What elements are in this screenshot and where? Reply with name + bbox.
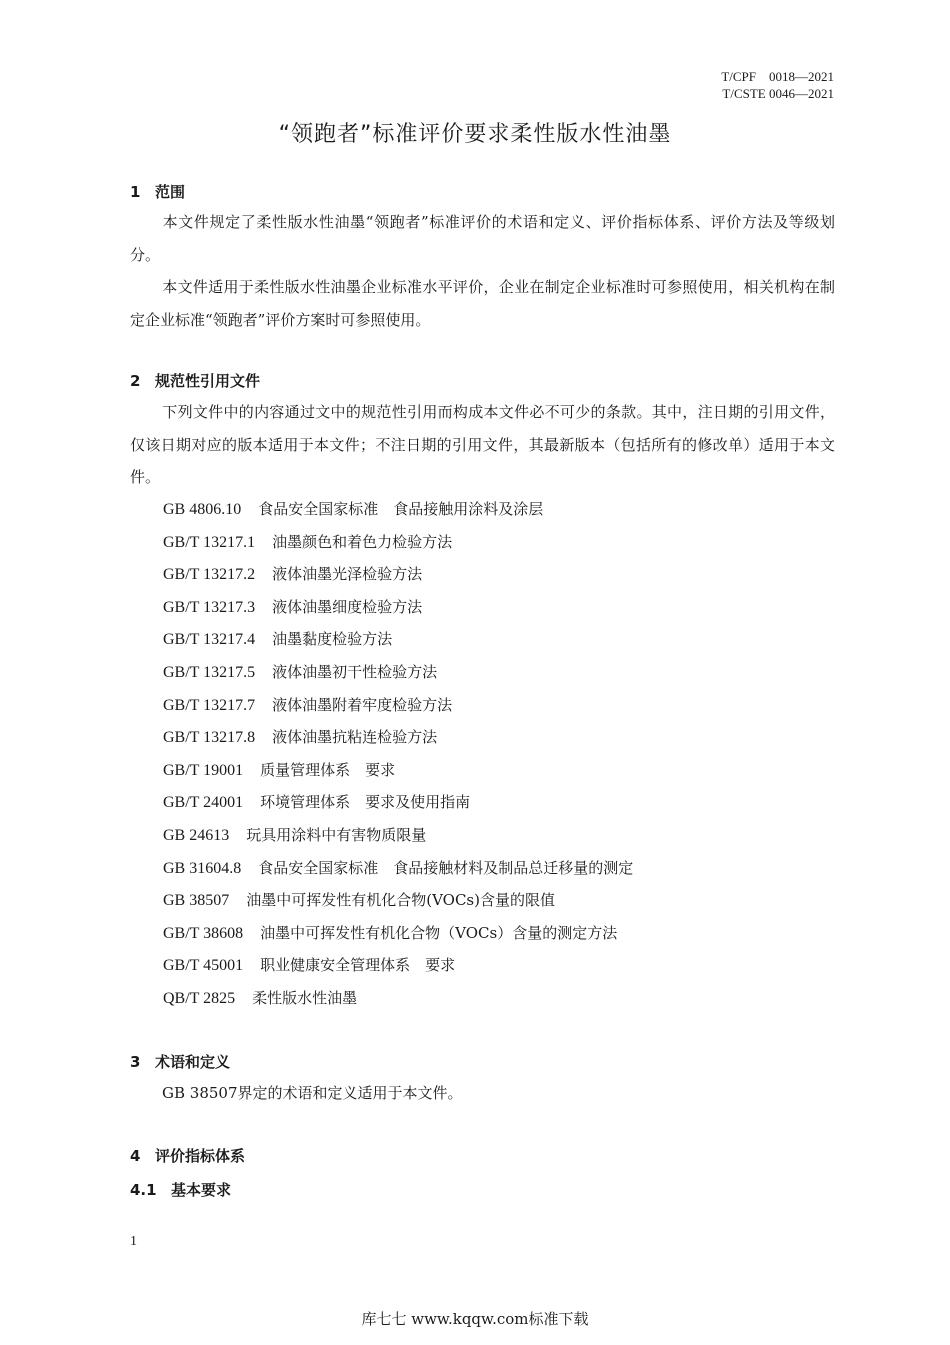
reference-title: 职业健康安全管理体系 要求 [260, 956, 456, 975]
reference-title: 油墨中可挥发性有机化合物（VOCs）含量的测定方法 [260, 923, 618, 942]
reference-title: 液体油墨抗粘连检验方法 [272, 728, 438, 747]
terms-paragraph-text: GB 38507界定的术语和定义适用于本文件。 [162, 1084, 463, 1102]
section-number: 2 [130, 372, 141, 390]
reference-code: GB/T 13217.7 [163, 696, 256, 714]
reference-item [163, 721, 633, 754]
reference-code: GB 24613 [163, 826, 230, 844]
section-number: 4 [130, 1147, 141, 1165]
reference-code: GB/T 13217.4 [163, 631, 256, 649]
reference-item [163, 754, 633, 787]
reference-title: 液体油墨初干性检验方法 [272, 662, 438, 681]
section-title: 评价指标体系 [155, 1147, 246, 1165]
footer-watermark-text: 库七七 www.kqqw.com标准下载 [361, 1310, 589, 1328]
reference-code: GB/T 13217.3 [163, 598, 256, 616]
section-title: 规范性引用文件 [155, 372, 261, 390]
page-number: 1 [130, 1234, 137, 1249]
reference-item [163, 591, 633, 624]
reference-title: 食品安全国家标准 食品接触用涂料及涂层 [258, 500, 544, 518]
scope-paragraph-1-text: 本文件规定了柔性版水性油墨“领跑者”标准评价的术语和定义、评价指标体系、评价方法及等级划分。 [130, 213, 835, 264]
reference-item [163, 949, 633, 982]
reference-code: QB/T 2825 [163, 989, 236, 1007]
reference-title: 液体油墨光泽检验方法 [272, 565, 423, 584]
reference-title: 质量管理体系 要求 [260, 760, 396, 779]
reference-code: GB/T 13217.1 [163, 533, 256, 551]
reference-item [163, 689, 633, 722]
reference-item [163, 982, 633, 1015]
terms-paragraph [130, 1077, 835, 1110]
standard-number-line-2: T/CSTE 0046—2021 [722, 86, 834, 101]
reference-item [163, 819, 633, 852]
document-title: “领跑者”标准评价要求柔性版水性油墨 [278, 122, 672, 147]
reference-code: GB/T 38608 [163, 924, 244, 942]
references-intro-text: 下列文件中的内容通过文中的规范性引用而构成本文件必不可少的条款。其中，注日期的引用文件，仅该日期对应的版本适用于本文件；不注日期的引用文件，其最新版本（包括所有的修改单）适用于本文件。 [130, 403, 835, 487]
normative-references-list [163, 493, 633, 1015]
reference-title: 环境管理体系 要求及使用指南 [260, 793, 471, 812]
reference-item [163, 917, 633, 950]
reference-code: GB/T 13217.5 [163, 663, 256, 681]
section-2-heading [130, 370, 260, 391]
standard-number [721, 68, 834, 102]
reference-item [163, 656, 633, 689]
section-number: 4.1 [130, 1181, 157, 1199]
reference-code: GB/T 19001 [163, 761, 244, 779]
reference-code: GB/T 45001 [163, 957, 244, 975]
references-intro-paragraph [130, 396, 835, 494]
section-title: 范围 [155, 183, 186, 201]
section-4-heading [130, 1145, 245, 1166]
reference-code: GB 38507 [163, 892, 230, 910]
reference-title: 液体油墨细度检验方法 [272, 597, 423, 616]
reference-code: GB 31604.8 [163, 859, 242, 877]
reference-title: 油墨颜色和着色力检验方法 [272, 532, 453, 551]
reference-item [163, 884, 633, 917]
section-number: 1 [130, 183, 141, 201]
reference-code: GB/T 24001 [163, 794, 244, 812]
section-1-heading [130, 181, 185, 202]
standard-number-line-1: T/CPF 0018—2021 [721, 69, 834, 84]
reference-item [163, 623, 633, 656]
section-number: 3 [130, 1053, 141, 1071]
reference-code: GB 4806.10 [163, 501, 242, 518]
reference-item [163, 526, 633, 559]
reference-item [163, 493, 633, 526]
reference-code: GB/T 13217.2 [163, 566, 256, 584]
section-3-heading [130, 1051, 230, 1072]
section-title: 术语和定义 [155, 1053, 231, 1071]
reference-title: 柔性版水性油墨 [252, 988, 358, 1007]
reference-title: 液体油墨附着牢度检验方法 [272, 695, 453, 714]
scope-paragraph-1 [130, 206, 835, 271]
scope-paragraph-2-text: 本文件适用于柔性版水性油墨企业标准水平评价，企业在制定企业标准时可参照使用，相关机构在制定企业标准“领跑者”评价方案时可参照使用。 [130, 278, 835, 329]
section-title: 基本要求 [171, 1181, 232, 1199]
reference-item [163, 558, 633, 591]
reference-title: 油墨中可挥发性有机化合物(VOCs)含量的限值 [246, 891, 555, 910]
section-4-1-heading [130, 1179, 231, 1200]
reference-title: 玩具用涂料中有害物质限量 [246, 825, 427, 844]
reference-item [163, 786, 633, 819]
reference-code: GB/T 13217.8 [163, 729, 256, 747]
reference-item [163, 852, 633, 885]
scope-paragraph-2 [130, 271, 835, 336]
reference-title: 油墨黏度检验方法 [272, 630, 393, 649]
reference-title: 食品安全国家标准 食品接触材料及制品总迁移量的测定 [258, 858, 634, 877]
